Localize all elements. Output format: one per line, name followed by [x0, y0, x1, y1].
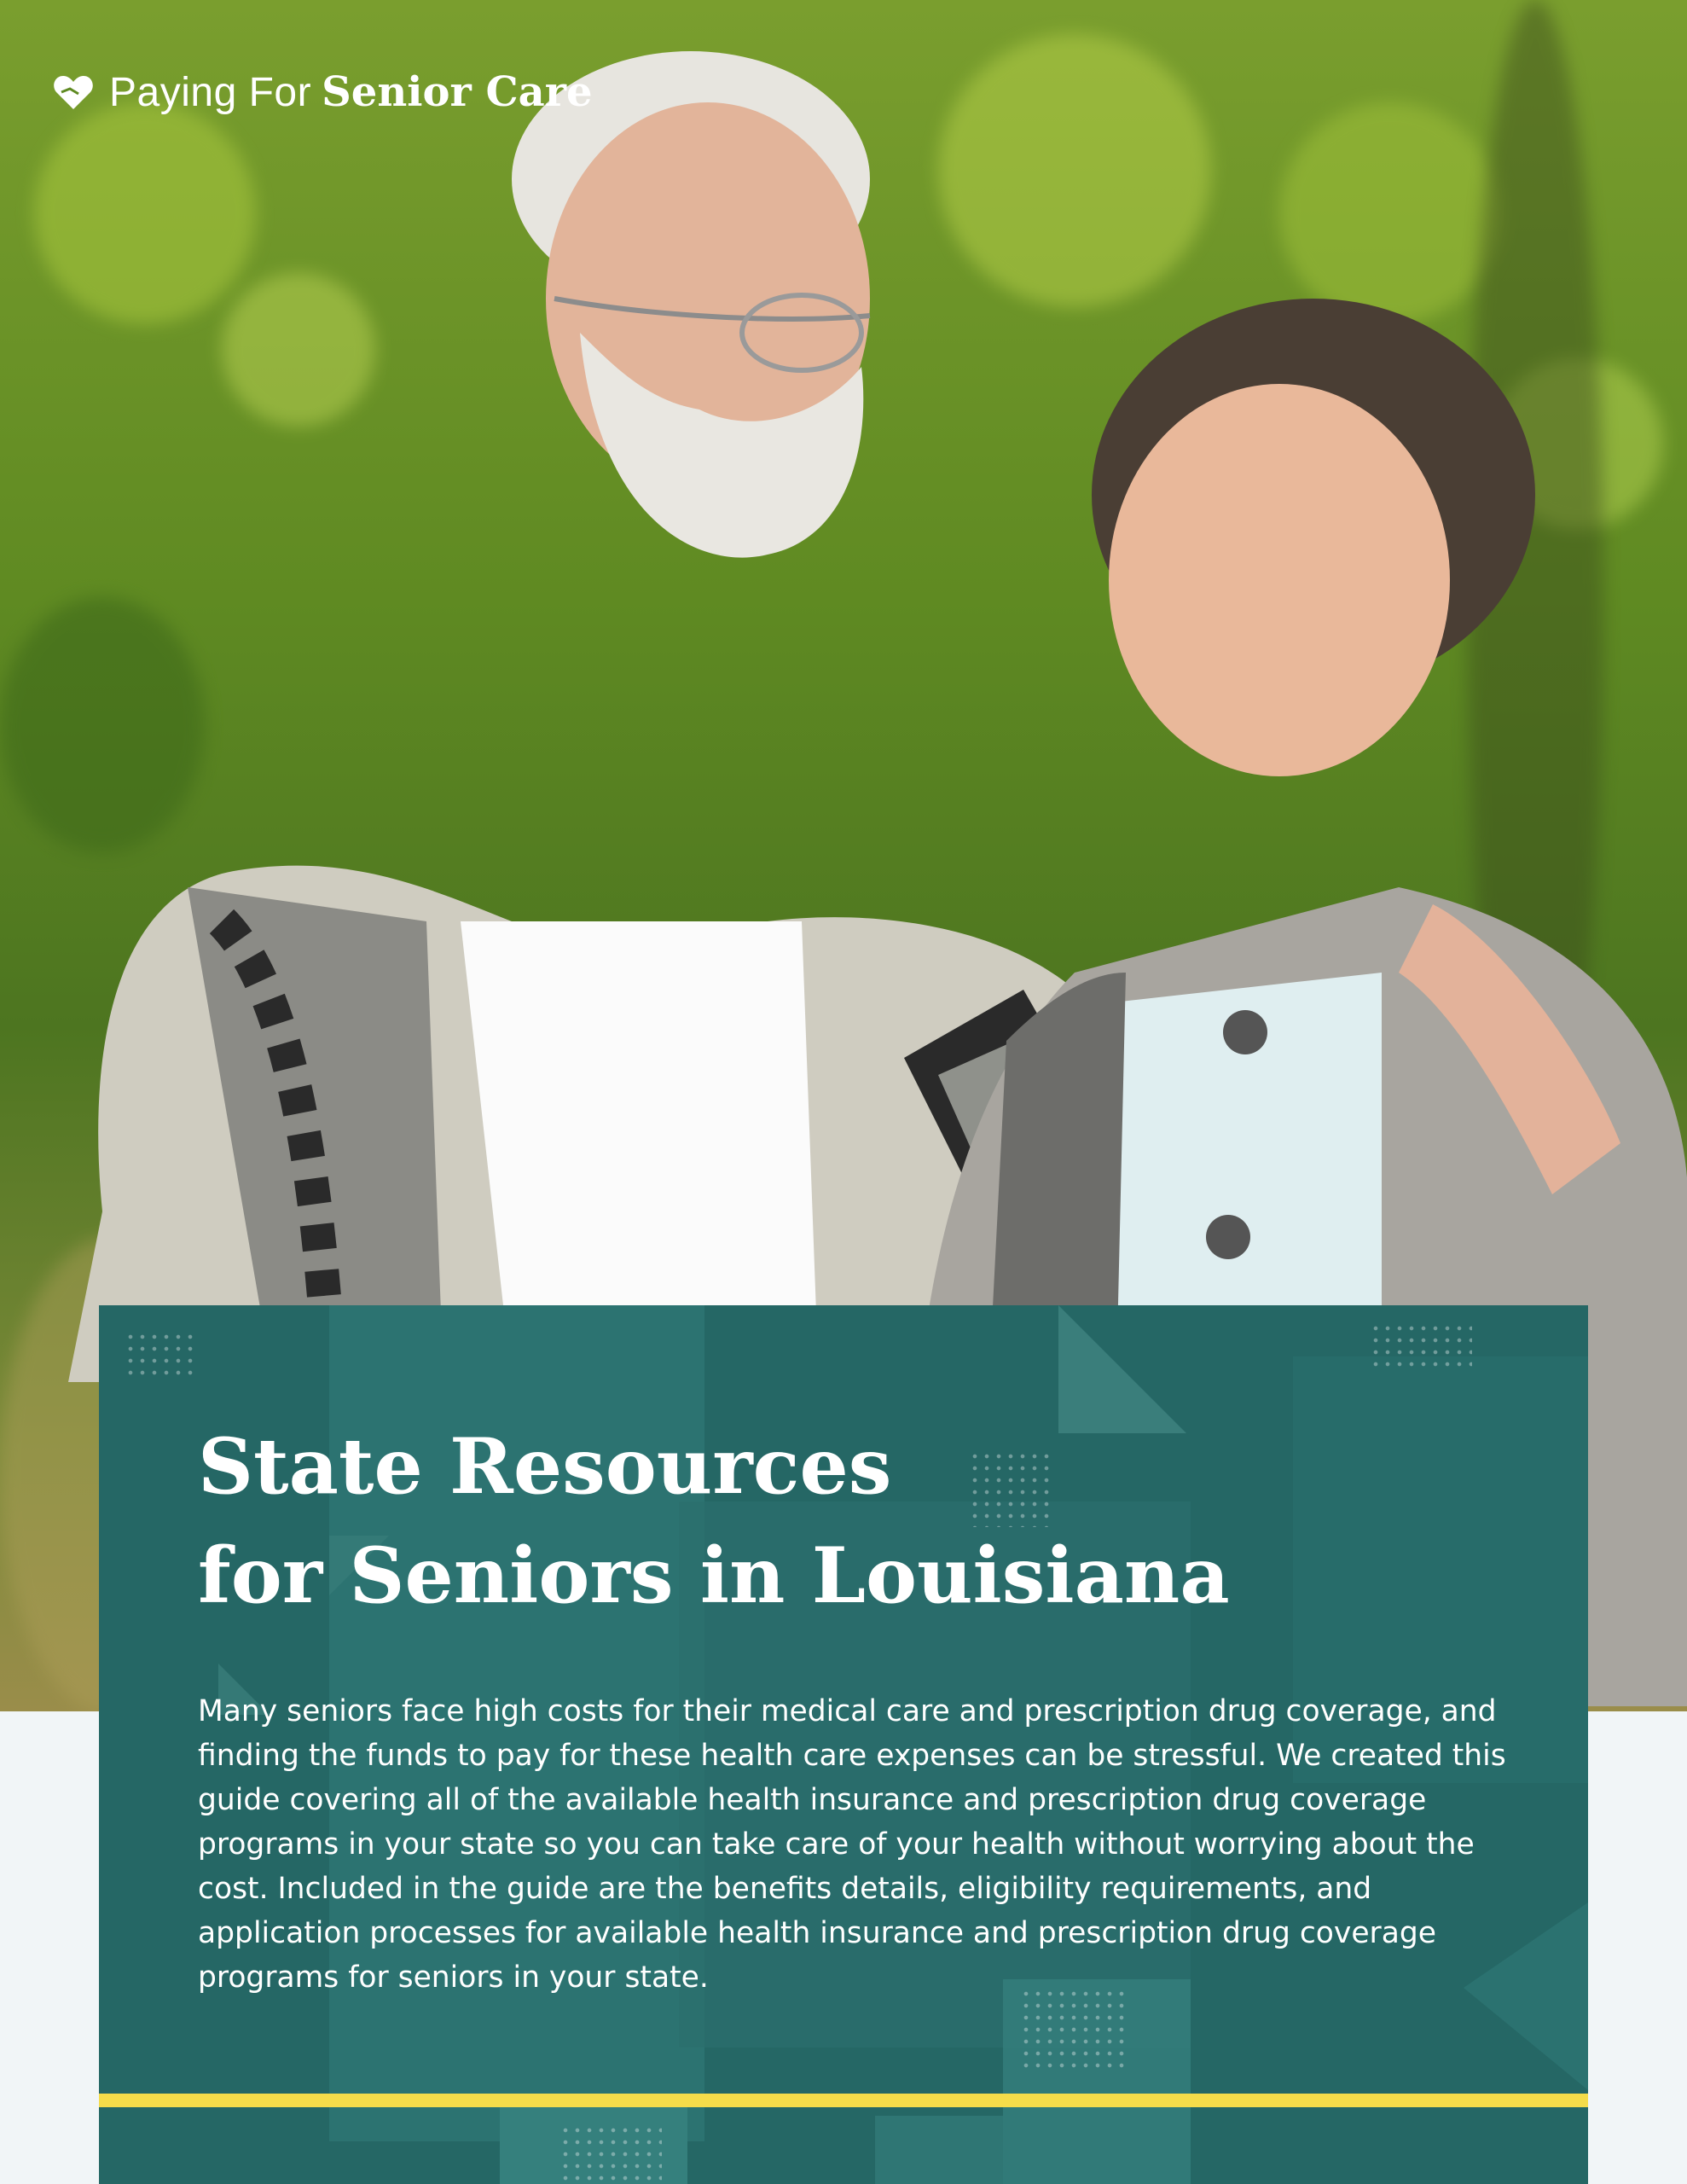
heart-icon: [53, 73, 94, 111]
brand-name-emphasis: Senior Care: [322, 68, 593, 116]
title-line-1: State Resources: [198, 1421, 892, 1512]
intro-panel: [99, 1305, 1588, 2184]
intro-paragraph: Many seniors face high costs for their medical care and prescription drug coverage, and finding the funds to pay for these health care expenses can be stressful. We created this guide covering all of the available health insurance and prescription drug coverage programs in your state so you can take care of your health without worrying about the cost. Included in the guide are the benefits details, eligibility requirements, and application processes for available health insurance and prescription drug coverage programs for seniors in your state.: [198, 1694, 1506, 1995]
page-title: [198, 1412, 1477, 1630]
accent-rule: [99, 2094, 1588, 2107]
title-line-2: for Seniors in Louisiana: [198, 1531, 1230, 1621]
brand-name-prefix: Paying For: [109, 69, 312, 115]
brand-logo[interactable]: [53, 67, 593, 118]
